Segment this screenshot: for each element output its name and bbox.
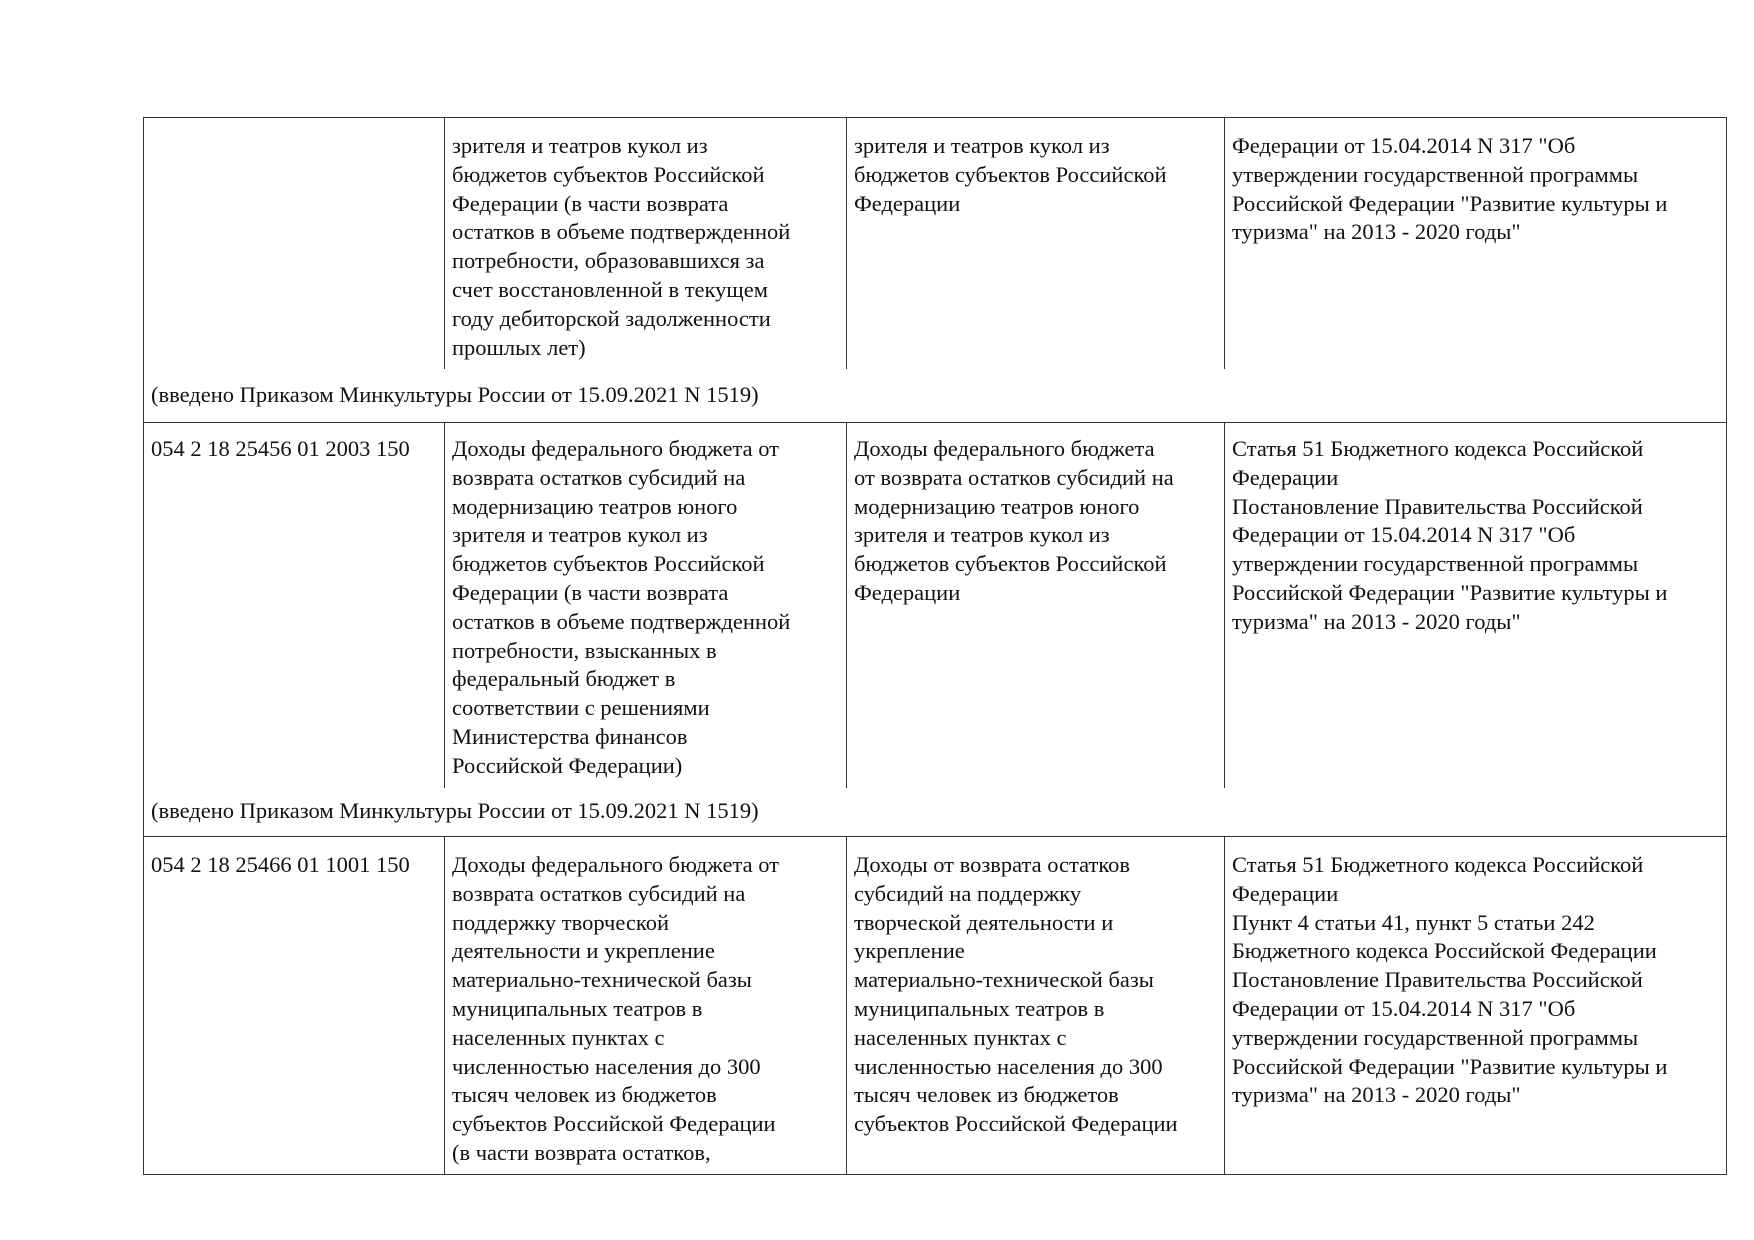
amendment-note [144, 787, 1726, 836]
cell-code: 054 2 18 25466 01 1001 150 [151, 852, 410, 877]
column-divider [444, 837, 445, 1175]
column-divider [846, 118, 847, 369]
table-row [144, 836, 1726, 1174]
revenue-codes-table [143, 117, 1727, 1175]
cell-basis: Статья 51 Бюджетного кодекса Российской Федерации Пункт 4 статьи 41, пункт 5 статьи 242 Бюджетного кодекса Российской Федерации Постановление Правительства Российской Федерации от 15.04.2014 N 317 "Об утверждении государственной программы Российской Федерации "Развитие культуры и туризма" на 2013 - 2020 годы" [1232, 852, 1668, 1108]
table-row [144, 422, 1726, 787]
amendment-note-text: (введено Приказом Минкультуры России от 15.09.2021 N 1519) [151, 798, 759, 824]
cell-short-name: Доходы от возврата остатков субсидий на поддержку творческой деятельности и укрепление материально-технической базы муниципальных театров в населенных пунктах с численностью населения до 300 тысяч человек из бюджетов субъектов Российской Федерации [854, 852, 1178, 1137]
table-row [144, 118, 1726, 369]
column-divider [1224, 837, 1225, 1175]
amendment-note-text: (введено Приказом Минкультуры России от 15.09.2021 N 1519) [151, 382, 759, 408]
column-divider [1224, 118, 1225, 369]
cell-short-name: зрителя и театров кукол из бюджетов субъектов Российской Федерации [854, 133, 1167, 216]
cell-name: зрителя и театров кукол из бюджетов субъектов Российской Федерации (в части возврата остатков в объеме подтвержденной потребности, образовавшихся за счет восстановленной в текущем году дебиторской задолженности прошлых лет) [452, 133, 791, 360]
amendment-note [144, 369, 1726, 422]
cell-basis: Федерации от 15.04.2014 N 317 "Об утверждении государственной программы Российской Федерации "Развитие культуры и туризма" на 2013 - 2020 годы" [1232, 133, 1668, 245]
column-divider [444, 423, 445, 788]
cell-name: Доходы федерального бюджета от возврата остатков субсидий на поддержку творческой деятельности и укрепление материально-технической базы муниципальных театров в населенных пунктах с численностью населения до 300 тысяч человек из бюджетов субъектов Российской Федерации (в части возврата остатков, [452, 852, 779, 1165]
column-divider [846, 423, 847, 788]
column-divider [444, 118, 445, 369]
column-divider [846, 837, 847, 1175]
cell-basis: Статья 51 Бюджетного кодекса Российской Федерации Постановление Правительства Российской Федерации от 15.04.2014 N 317 "Об утверждении государственной программы Российской Федерации "Развитие культуры и туризма" на 2013 - 2020 годы" [1232, 436, 1668, 634]
cell-code [144, 118, 445, 369]
cell-code: 054 2 18 25456 01 2003 150 [151, 436, 410, 461]
cell-short-name: Доходы федерального бюджета от возврата остатков субсидий на модернизацию театров юного зрителя и театров кукол из бюджетов субъектов Российской Федерации [854, 436, 1174, 605]
column-divider [1224, 423, 1225, 788]
cell-name: Доходы федерального бюджета от возврата остатков субсидий на модернизацию театров юного зрителя и театров кукол из бюджетов субъектов Российской Федерации (в части возврата остатков в объеме подтвержденной потребности, взысканных в федеральный бюджет в соответствии с решениями Министерства финансов Российской Федерации) [452, 436, 791, 778]
